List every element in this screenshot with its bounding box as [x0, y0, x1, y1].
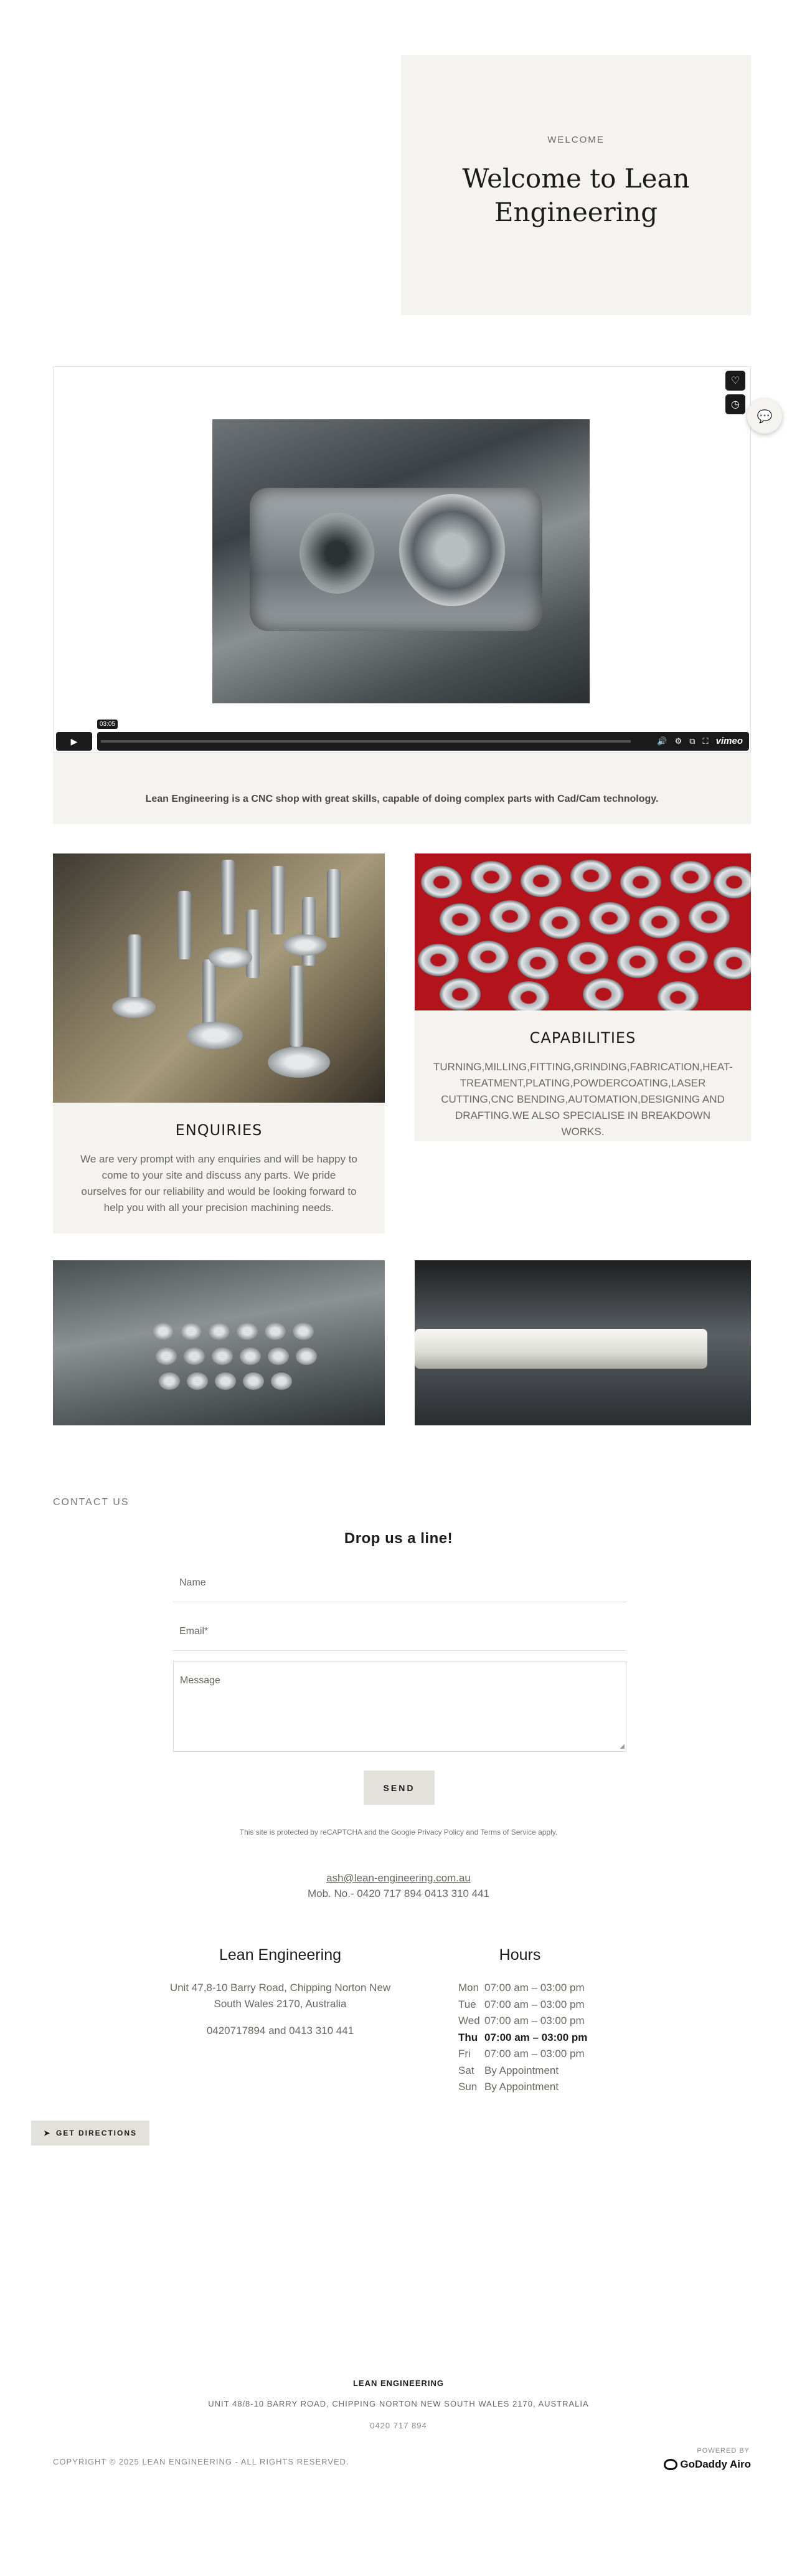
pocket: [243, 1372, 264, 1390]
fullscreen-icon[interactable]: ⛶: [702, 736, 709, 746]
name-field[interactable]: Name: [173, 1567, 626, 1602]
capabilities-card: [415, 853, 751, 1141]
pocket: [240, 1347, 261, 1365]
bolts-image: [53, 853, 385, 1103]
bolt: [128, 934, 141, 1003]
page-title: Welcome to Lean Engineering: [462, 163, 690, 227]
footer-business-name: LEAN ENGINEERING: [352, 2379, 444, 2388]
pocket: [156, 1347, 177, 1365]
hours-row: [458, 2079, 587, 2096]
email-field[interactable]: Email*: [173, 1616, 626, 1651]
progress-bar[interactable]: [101, 740, 631, 743]
chat-icon: 💬: [757, 409, 773, 424]
disc: [667, 941, 708, 973]
hours-row: [458, 1997, 587, 2013]
bolt: [177, 891, 191, 959]
disc: [468, 941, 509, 973]
hours-time: 07:00 am – 03:00 pm: [484, 2015, 585, 2027]
hours-day: Sat: [458, 2064, 474, 2076]
capabilities-title: CAPABILITIES: [529, 1029, 636, 1047]
email-link[interactable]: ash@lean-engineering.com.au: [326, 1872, 471, 1884]
pocket: [265, 1323, 286, 1340]
play-button[interactable]: [56, 732, 92, 751]
pocket: [268, 1347, 289, 1365]
pocket: [181, 1323, 202, 1340]
welcome-card: [401, 55, 751, 315]
copyright: COPYRIGHT © 2025 LEAN ENGINEERING - ALL RIGHTS RESERVED.: [53, 2457, 349, 2466]
disc: [589, 902, 630, 934]
hours-row: [458, 1980, 587, 1997]
bolt-base: [209, 947, 252, 968]
get-directions-button[interactable]: [31, 2121, 149, 2146]
disc: [539, 906, 580, 939]
godaddy-icon: [664, 2459, 677, 2470]
hours-row: [458, 2046, 587, 2063]
disc: [714, 866, 751, 898]
machined-plate-image: [53, 1260, 385, 1425]
disc: [570, 860, 611, 892]
recaptcha-notice: [0, 1828, 797, 1837]
disc: [440, 903, 481, 936]
pocket: [153, 1323, 174, 1340]
hours-day: Wed: [458, 2015, 480, 2027]
video-player[interactable]: [53, 366, 751, 753]
business-name: Lean Engineering: [219, 1946, 341, 1964]
hours-day: Sun: [458, 2081, 478, 2093]
play-icon: ▶: [70, 736, 78, 746]
hours-time: 07:00 am – 03:00 pm: [484, 1982, 585, 1994]
discs-image: [415, 853, 751, 1010]
disc: [421, 866, 462, 898]
lathe-image: [415, 1260, 751, 1425]
bolt: [221, 860, 235, 934]
recaptcha-and: and: [463, 1828, 481, 1837]
video-controls: [56, 721, 749, 751]
disc: [617, 946, 658, 978]
pocket: [299, 513, 374, 594]
godaddy-airo-logo[interactable]: [664, 2458, 751, 2471]
contact-section-label: CONTACT US: [53, 1497, 130, 1508]
message-field[interactable]: [173, 1661, 626, 1752]
chat-button[interactable]: [747, 399, 782, 434]
form-title: Drop us a line!: [344, 1530, 453, 1547]
settings-icon[interactable]: ⚙: [674, 736, 682, 746]
hours-time: By Appointment: [484, 2064, 559, 2076]
resize-handle-icon[interactable]: ◢: [620, 1743, 625, 1750]
pocket: [159, 1372, 180, 1390]
hours-time: 07:00 am – 03:00 pm: [484, 1998, 585, 2010]
disc: [489, 900, 531, 933]
pocket: [187, 1372, 208, 1390]
mobile-numbers: Mob. No.- 0420 717 894 0413 310 441: [307, 1888, 490, 1899]
enquiries-text: We are very prompt with any enquiries and will be happy to come to your site and discuss any parts. We pride ourselves for our reliability and would be looking forward to help you with all your precision machining needs.: [80, 1153, 357, 1214]
hours-time: 07:00 am – 03:00 pm: [484, 2031, 588, 2043]
pip-icon[interactable]: ⧉: [689, 736, 696, 746]
hours-day: Tue: [458, 1998, 476, 2010]
bolt: [290, 966, 303, 1047]
hours-time: 07:00 am – 03:00 pm: [484, 2048, 585, 2060]
pocket: [237, 1323, 258, 1340]
clock-icon[interactable]: ◷: [725, 394, 745, 414]
disc: [521, 865, 562, 897]
terms-link[interactable]: Terms of Service: [480, 1828, 536, 1837]
disc: [508, 981, 549, 1010]
enquiries-card: [53, 853, 385, 1233]
hours-row: [458, 2013, 587, 2030]
volume-icon[interactable]: 🔊: [657, 736, 667, 746]
recaptcha-prefix: This site is protected by reCAPTCHA and the Google: [239, 1828, 418, 1837]
disc: [440, 978, 481, 1010]
enquiries-title: ENQUIRIES: [175, 1121, 263, 1139]
hours-title: Hours: [499, 1946, 541, 1964]
pocket: [212, 1347, 233, 1365]
hours-day: Mon: [458, 1982, 479, 1994]
timecode: 03:05: [97, 720, 118, 729]
godaddy-brand: GoDaddy Airo: [680, 2458, 751, 2470]
disc: [639, 906, 680, 938]
video-thumbnail[interactable]: [212, 419, 590, 703]
bolt: [327, 869, 341, 938]
welcome-eyebrow: WELCOME: [547, 135, 605, 145]
business-address: Unit 47,8-10 Barry Road, Chipping Norton New South Wales 2170, Australia: [169, 1982, 391, 2010]
bolt-base: [268, 1047, 330, 1078]
hours-row: [458, 2030, 587, 2046]
control-bar: [97, 732, 749, 751]
disc: [658, 981, 699, 1010]
disc: [714, 947, 751, 979]
navigation-arrow-icon: ➤: [43, 2129, 52, 2137]
hours-day: Thu: [458, 2031, 478, 2043]
pocket: [215, 1372, 236, 1390]
disc: [567, 942, 608, 974]
bolt-base: [283, 934, 327, 956]
disc: [689, 901, 730, 933]
bolt-base: [112, 997, 156, 1018]
hours-day: Fri: [458, 2048, 471, 2060]
disc: [517, 947, 559, 979]
recaptcha-suffix: apply.: [535, 1828, 558, 1837]
disc: [583, 978, 624, 1010]
bore: [399, 494, 505, 606]
turned-cylinder: [415, 1329, 707, 1369]
video-section: [53, 366, 751, 824]
send-button[interactable]: SEND: [364, 1770, 435, 1805]
disc: [471, 861, 512, 893]
pocket: [184, 1347, 205, 1365]
heart-icon[interactable]: ♡: [725, 371, 745, 391]
message-placeholder: Message: [180, 1675, 220, 1686]
bolt: [271, 866, 285, 934]
footer-phone[interactable]: 0420 717 894: [370, 2421, 427, 2430]
bolt: [202, 959, 216, 1028]
hours-list: [458, 1980, 587, 2096]
get-directions-label: GET DIRECTIONS: [56, 2129, 138, 2137]
pocket: [296, 1347, 317, 1365]
hours-time: By Appointment: [484, 2081, 559, 2093]
hours-row: [458, 2063, 587, 2079]
disc: [620, 866, 661, 898]
video-caption: Lean Engineering is a CNC shop with great skills, capable of doing complex parts with Cad/Cam technology.: [145, 794, 659, 804]
powered-by-label: POWERED BY: [697, 2447, 750, 2455]
capabilities-text: TURNING,MILLING,FITTING,GRINDING,FABRICATION,HEAT-TREATMENT,PLATING,POWDERCOATING,LASER CUTTING,CNC BENDING,AUTOMATION,DESIGNING AND DRAFTING.WE ALSO SPECIALISE IN BREAKDOWN WORKS.: [433, 1061, 733, 1138]
footer-address: UNIT 48/8-10 BARRY ROAD, CHIPPING NORTON NEW SOUTH WALES 2170, AUSTRALIA: [208, 2399, 589, 2408]
business-phone: 0420717894 and 0413 310 441: [206, 2025, 354, 2037]
pocket: [293, 1323, 314, 1340]
disc: [418, 944, 459, 976]
disc: [670, 861, 711, 893]
privacy-policy-link[interactable]: Privacy Policy: [417, 1828, 464, 1837]
pocket: [271, 1372, 292, 1390]
bolt-base: [187, 1022, 243, 1049]
bolt: [246, 910, 260, 978]
vimeo-logo[interactable]: vimeo: [715, 736, 743, 746]
pocket: [209, 1323, 230, 1340]
